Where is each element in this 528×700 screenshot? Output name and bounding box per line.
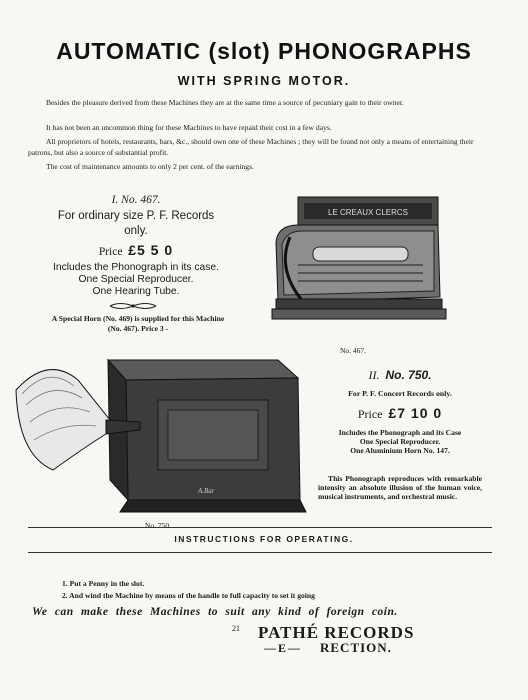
model1-description — [36, 209, 236, 239]
model1-horn-note — [18, 314, 258, 334]
ornament-divider-icon — [108, 301, 158, 311]
instructions-rule-bottom — [28, 552, 492, 553]
model2-number-row — [300, 368, 500, 383]
svg-text:A.Bar: A.Bar — [198, 487, 215, 495]
cabinet-sign: LE CREAUX CLERCS — [327, 208, 409, 217]
model1-price-label: Price — [98, 246, 123, 258]
model1-includes-line1: Includes the Phonograph in its case. — [52, 262, 219, 273]
instruction-step-1: 1. Put a Penny in the slot. — [62, 579, 145, 588]
model1-price: £5 5 0 — [128, 242, 174, 258]
model1-includes-line2: One Special Reproducer. — [78, 274, 194, 285]
model1-desc-line2: only. — [124, 225, 148, 237]
model2-price-label: Price — [357, 407, 383, 421]
instruction-step-2: 2. And wind the Machine by means of the handle to full capacity to set it going — [62, 591, 315, 600]
instructions-rule-top — [28, 527, 492, 528]
model1-number: I. No. 467. — [111, 194, 161, 206]
model2-includes-line1: Includes the Phonograph and its Case — [338, 428, 462, 437]
model2-includes-line2: One Special Reproducer. — [359, 437, 441, 446]
intro-paragraph-1: Besides the pleasure derived from these Machines they are at the same time a source of pecuniary gain to their owner. — [46, 98, 404, 107]
model1-includes-line3: One Hearing Tube. — [92, 286, 180, 297]
foreign-coin-note: We can make these Machines to suit any kind of foreign coin. — [32, 606, 398, 618]
phonograph-750-illustration — [8, 350, 308, 520]
brand-line-1: PATHÉ RECORDS — [258, 623, 415, 642]
model1-note-line2: (No. 467). Price 3 - — [107, 324, 169, 333]
page-title: AUTOMATIC (slot) PHONOGRAPHS — [56, 38, 472, 64]
page-subtitle: WITH SPRING MOTOR. — [177, 74, 351, 88]
model1-price-row — [36, 242, 236, 258]
instructions-heading: INSTRUCTIONS FOR OPERATING. — [174, 534, 354, 544]
model2-number-prefix: II. — [368, 368, 380, 382]
caption-750: No. 750. — [145, 521, 172, 530]
intro-paragraph-2: It has not been an uncommon thing for these Machines to have repaid their cost in a few days. — [46, 123, 332, 132]
model2-description: For P. F. Concert Records only. — [348, 389, 452, 398]
model2-includes-line3: One Aluminium Horn No. 147. — [350, 446, 450, 455]
model2-price-row — [300, 405, 500, 422]
brand-line-3: RECTION. — [320, 640, 392, 655]
caption-467: No. 467. — [340, 346, 367, 355]
page-number: 21 — [232, 624, 240, 633]
model1-includes — [36, 262, 236, 298]
model2-price: £7 10 0 — [388, 405, 443, 421]
model2-includes — [300, 428, 500, 455]
intro-paragraph-4: The cost of maintenance amounts to only 2 per cent. of the earnings. — [46, 162, 254, 171]
intro-paragraph-3: All proprietors of hotels, restaurants, bars, &c., should own one of these Machines ; they will be found not only a means of entertaining their patrons, but also a source of substantial profit. — [28, 137, 474, 157]
model2-text: This Phonograph reproduces with remarkable intensity an absolute illusion of the human voice, musical instruments, and orchestral music. — [318, 474, 482, 501]
model2-number: No. 750. — [385, 368, 432, 382]
model1-desc-line1: For ordinary size P. F. Records — [57, 210, 215, 222]
model1-note-line1: A Special Horn (No. 469) is supplied for this Machine — [51, 314, 225, 323]
phonograph-467-illustration — [258, 187, 458, 337]
brand-line-2: —E— — [264, 641, 303, 655]
